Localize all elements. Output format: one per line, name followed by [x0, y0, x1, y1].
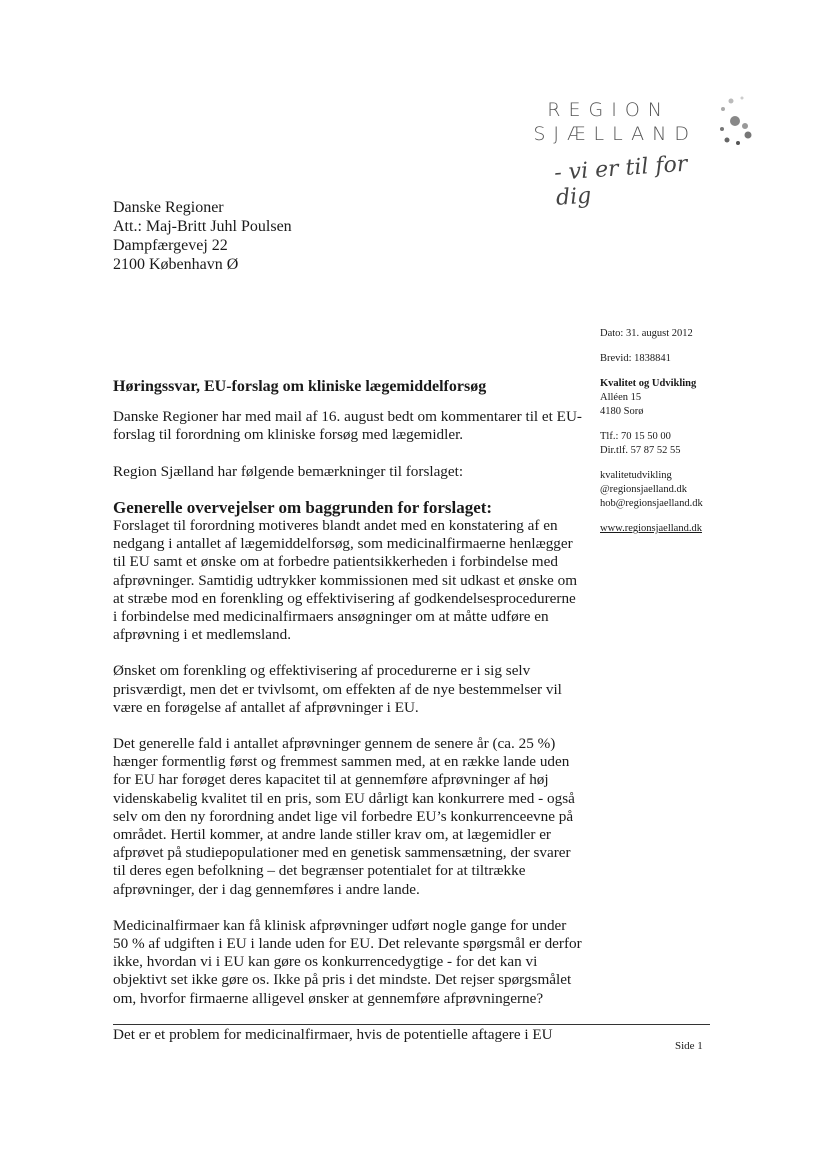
recipient-line: Att.: Maj-Britt Juhl Poulsen	[113, 218, 292, 235]
paragraph: Region Sjælland har følgende bemærkninger til forslaget:	[113, 462, 464, 480]
paragraph: Danske Regioner har med mail af 16. august bedt om kommentarer til et EU-forslag til forordning om kliniske forsøg med lægemidler.	[113, 408, 582, 444]
recipient-line: 2100 København Ø	[113, 256, 239, 273]
letter-id: Brevid: 1838841	[600, 353, 671, 364]
region-logo	[533, 95, 775, 211]
paragraph: Det er et problem for medicinalfirmaer, hvis de potentielle aftagere i EU	[113, 1025, 553, 1043]
letter-date: Dato: 31. august 2012	[600, 328, 693, 339]
logo-text-sjaelland: SJÆLLAND	[533, 123, 697, 145]
website-link[interactable]: www.regionsjaelland.dk	[600, 523, 702, 534]
email-line: hob@regionsjaelland.dk	[600, 498, 703, 509]
paragraph: Forslaget til forordning motiveres blandt andet med en konstatering af en nedgang i antallet af lægemiddelforsøg, som medicinalfirmaerne henlægger til EU samt et ønske om at forbedre patientsikkerheden i forbindelse med afprøvninger. Samtidig udtrykker kommissionen med sit udkast et ønske om at stræbe mod en forenkling og effektivisering af godkendelsesprocedurerne i forbindelse med medicinalfirmaers ansøgninger om at måtte udføre en afprøvning i et medlemsland.	[113, 517, 578, 644]
sender-sidebar	[600, 327, 800, 547]
sender-phone: Tlf.: 70 15 50 00	[600, 431, 671, 442]
logo-text-region: REGION	[547, 99, 670, 121]
page-number: Side 1	[675, 1040, 703, 1052]
logo-tagline: - vi er til for dig	[553, 151, 689, 211]
sender-dept: Kvalitet og Udvikling	[600, 378, 697, 389]
email-line: kvalitetudvikling	[600, 470, 672, 481]
sender-phones	[600, 430, 800, 458]
paragraph: Medicinalfirmaer kan få klinisk afprøvninger udført nogle gange for under 50 % af udgiften i EU i lande uden for EU. Det relevante spørgsmål er derfor ikke, hvordan vi i EU kan gøre os konkurrencedygtige - for det kan vi objektivt set ikke gøre os. Ikke på pris i det mindste. Det rejser spørgsmålet om, hvorfor firmaerne alligevel ønsker at gennemføre afprøvningerne?	[113, 916, 582, 1007]
paragraph: Det generelle fald i antallet afprøvninger gennem de senere år (ca. 25 %) hænger formentlig først og fremmest sammen med, at en række lande uden for EU har forøget deres kapacitet til at gennemføre afprøvninger af høj videnskabelig kvalitet til en pris, som EU dårligt kan konkurrere med - også selv om den ny forordning andet lige vil forbedre EU’s konkurrenceevne på området. Hertil kommer, at andre lande stiller krav om, at lægemidler er afprøvet på studiepopulationer med en genetisk sammensætning, der svarer til deres egen befolkning – det begrænser potentialet for at tiltrække afprøvninger, der i dag gennemføres i andre lande.	[113, 735, 575, 898]
sender-street: Alléen 15	[600, 392, 642, 403]
logo-dots-icon	[713, 95, 753, 155]
email-line: @regionsjaelland.dk	[600, 484, 687, 495]
section-heading: Generelle overvejelser om baggrunden for forslaget:	[113, 497, 493, 517]
letter-title: Høringssvar, EU-forslag om kliniske lægemiddelforsøg	[113, 378, 487, 395]
paragraph: Ønsket om forenkling og effektivisering af procedurerne er i sig selv prisværdigt, men det er tvivlsomt, om effekten af de nye bestemmelser vil være en forøgelse af antallet af afprøvninger i EU.	[113, 662, 562, 716]
sender-address	[600, 377, 800, 419]
letter-body	[113, 378, 583, 1062]
recipient-line: Dampfærgevej 22	[113, 237, 228, 254]
sender-emails	[600, 469, 800, 511]
footer-divider	[113, 1024, 710, 1025]
recipient-address	[113, 198, 292, 274]
sender-direct-phone: Dir.tlf. 57 87 52 55	[600, 445, 681, 456]
recipient-line: Danske Regioner	[113, 199, 224, 216]
sender-city: 4180 Sorø	[600, 406, 644, 417]
